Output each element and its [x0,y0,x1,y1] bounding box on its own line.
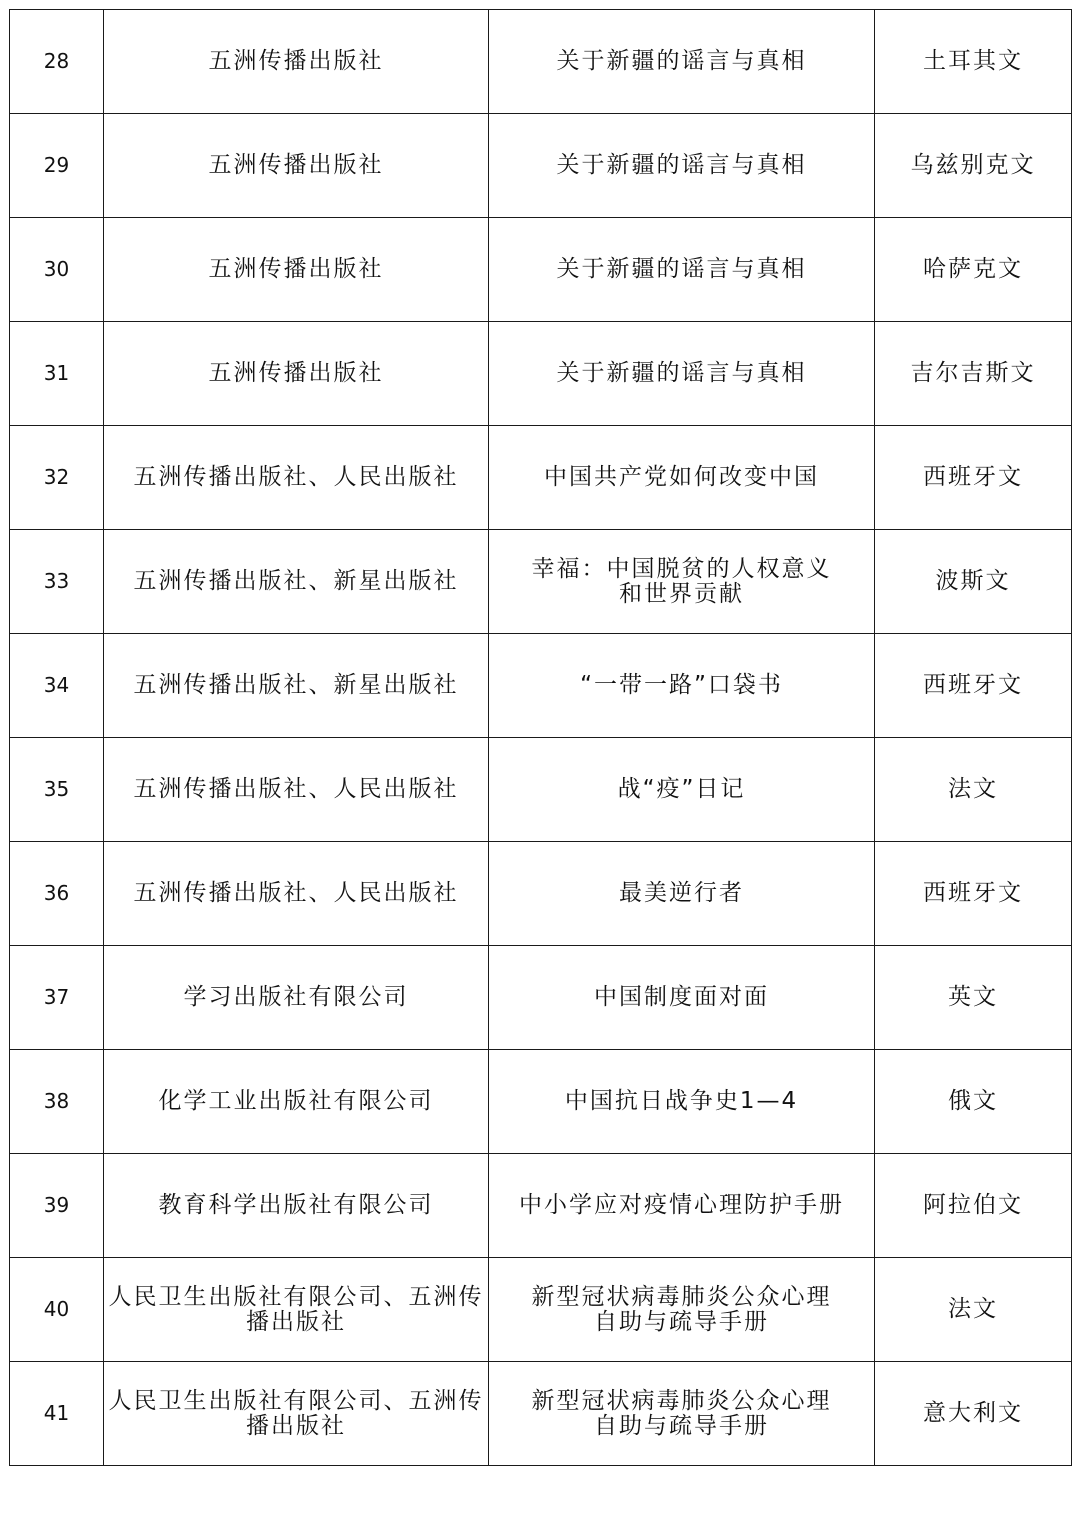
table-row [10,1154,1072,1258]
language-cell: 英文 [875,946,1072,1050]
row-number: 36 [10,842,104,946]
language-cell: 哈萨克文 [875,218,1072,322]
row-number: 28 [10,10,104,114]
title-cell: 中国抗日战争史1—4 [489,1050,875,1154]
language-cell: 西班牙文 [875,634,1072,738]
language-cell: 法文 [875,1258,1072,1362]
title-cell: 新型冠状病毒肺炎公众心理自助与疏导手册 [489,1362,875,1466]
language-cell: 法文 [875,738,1072,842]
language-cell: 乌兹别克文 [875,114,1072,218]
publisher-cell: 五洲传播出版社 [104,218,489,322]
publisher-cell: 教育科学出版社有限公司 [104,1154,489,1258]
title-cell: 关于新疆的谣言与真相 [489,10,875,114]
publisher-cell: 五洲传播出版社 [104,114,489,218]
publisher-cell: 五洲传播出版社 [104,10,489,114]
table-row [10,946,1072,1050]
title-cell: 中国共产党如何改变中国 [489,426,875,530]
publisher-cell: 人民卫生出版社有限公司、五洲传播出版社 [104,1258,489,1362]
row-number: 38 [10,1050,104,1154]
table-row [10,218,1072,322]
table-row [10,1050,1072,1154]
language-cell: 吉尔吉斯文 [875,322,1072,426]
row-number: 30 [10,218,104,322]
title-cell: 关于新疆的谣言与真相 [489,114,875,218]
language-cell: 意大利文 [875,1362,1072,1466]
publication-table [9,9,1072,1466]
table-row [10,530,1072,634]
publisher-cell: 五洲传播出版社 [104,322,489,426]
table-row [10,738,1072,842]
publisher-cell: 化学工业出版社有限公司 [104,1050,489,1154]
title-cell: 最美逆行者 [489,842,875,946]
language-cell: 西班牙文 [875,842,1072,946]
title-cell: 新型冠状病毒肺炎公众心理自助与疏导手册 [489,1258,875,1362]
row-number: 35 [10,738,104,842]
language-cell: 阿拉伯文 [875,1154,1072,1258]
publisher-cell: 五洲传播出版社、人民出版社 [104,426,489,530]
row-number: 32 [10,426,104,530]
table-row [10,634,1072,738]
publisher-cell: 五洲传播出版社、人民出版社 [104,842,489,946]
title-cell: 中小学应对疫情心理防护手册 [489,1154,875,1258]
table-row [10,1258,1072,1362]
row-number: 29 [10,114,104,218]
row-number: 41 [10,1362,104,1466]
row-number: 31 [10,322,104,426]
language-cell: 西班牙文 [875,426,1072,530]
row-number: 34 [10,634,104,738]
language-cell: 波斯文 [875,530,1072,634]
title-cell: 关于新疆的谣言与真相 [489,218,875,322]
title-cell: 幸福：中国脱贫的人权意义和世界贡献 [489,530,875,634]
publisher-cell: 人民卫生出版社有限公司、五洲传播出版社 [104,1362,489,1466]
title-cell: 关于新疆的谣言与真相 [489,322,875,426]
publisher-cell: 五洲传播出版社、新星出版社 [104,634,489,738]
row-number: 40 [10,1258,104,1362]
table-row [10,114,1072,218]
table-row [10,426,1072,530]
language-cell: 俄文 [875,1050,1072,1154]
publisher-cell: 学习出版社有限公司 [104,946,489,1050]
table-row [10,842,1072,946]
row-number: 37 [10,946,104,1050]
language-cell: 土耳其文 [875,10,1072,114]
title-cell: 战“疫”日记 [489,738,875,842]
row-number: 39 [10,1154,104,1258]
table-body [10,10,1072,1466]
table-row [10,1362,1072,1466]
table-row [10,10,1072,114]
title-cell: 中国制度面对面 [489,946,875,1050]
row-number: 33 [10,530,104,634]
table-row [10,322,1072,426]
publisher-cell: 五洲传播出版社、新星出版社 [104,530,489,634]
title-cell: “一带一路”口袋书 [489,634,875,738]
publisher-cell: 五洲传播出版社、人民出版社 [104,738,489,842]
